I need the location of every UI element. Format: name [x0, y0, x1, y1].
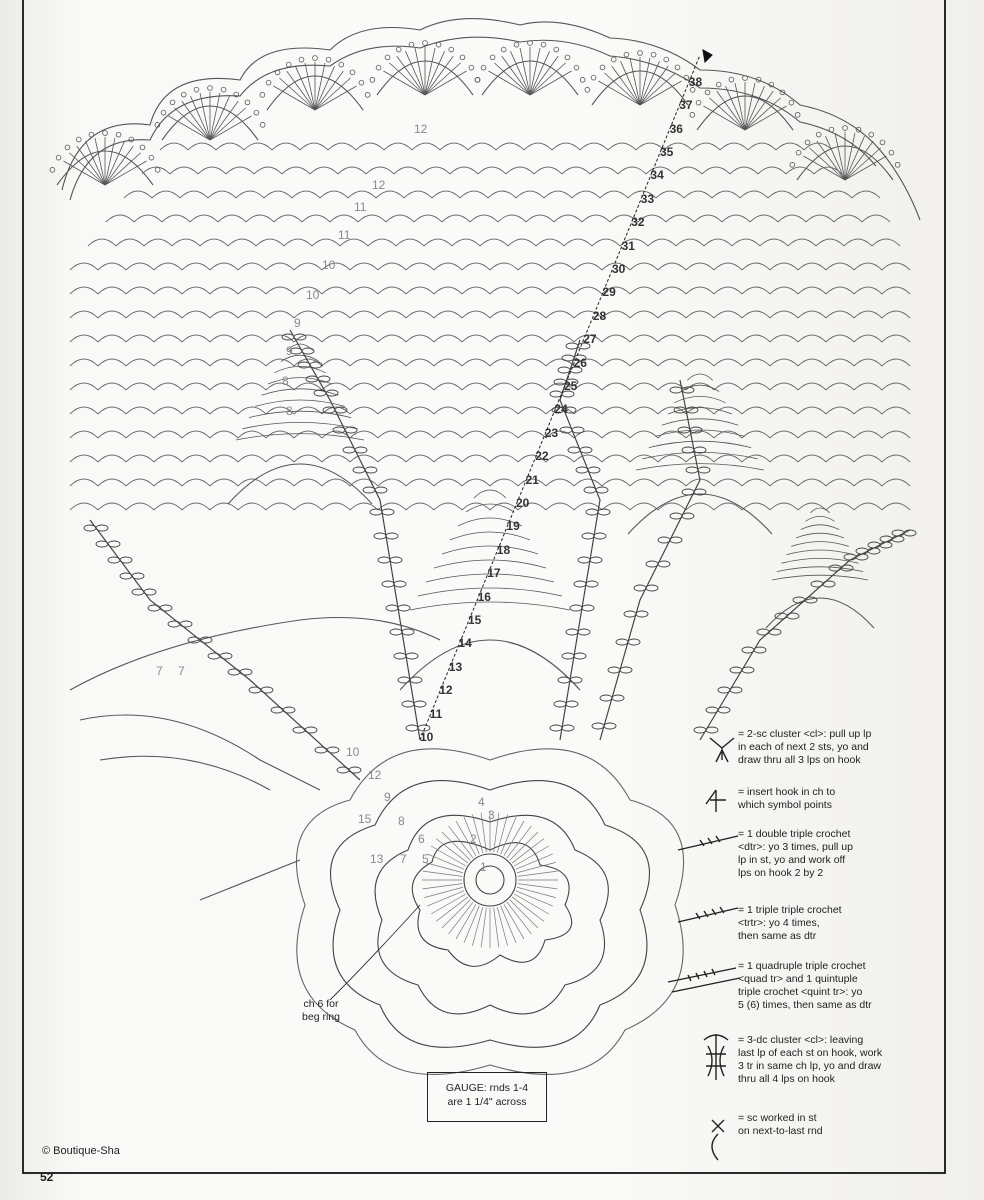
- chain-note: ch 6 for beg ring: [302, 998, 340, 1023]
- insert-hook-arrow-icon: [672, 786, 738, 830]
- round-label-38: 38: [688, 74, 703, 89]
- center-round-label-7: 7: [400, 852, 407, 866]
- round-label-18: 18: [496, 542, 511, 557]
- round-label-12: 12: [439, 683, 453, 698]
- left-round-label-9: 9: [294, 316, 301, 330]
- center-round-label-10: 10: [346, 745, 360, 759]
- round-label-29: 29: [602, 285, 616, 300]
- round-label-15: 15: [468, 613, 482, 627]
- legend-text: = sc worked in st on next-to-last rnd: [738, 1112, 823, 1137]
- legend-item-trtr: [672, 904, 942, 964]
- center-round-label-1: 1: [480, 860, 487, 874]
- legend-item-3dc-cluster: [672, 1034, 942, 1094]
- sc2tog-cluster-icon: [672, 728, 738, 772]
- round-label-35: 35: [660, 145, 674, 159]
- center-round-label-9: 9: [384, 790, 391, 804]
- center-round-label-3: 3: [488, 808, 495, 822]
- start-arrow-icon: [703, 50, 712, 62]
- round-label-37: 37: [679, 98, 693, 113]
- left-round-label-7: 7: [178, 664, 185, 678]
- sc-next-to-last-icon: [672, 1112, 738, 1156]
- round-label-19: 19: [506, 519, 520, 534]
- round-label-28: 28: [592, 308, 607, 323]
- gauge-line-2: are 1 1/4" across: [447, 1096, 527, 1108]
- round-label-33: 33: [640, 191, 655, 206]
- left-round-label-12: 12: [372, 178, 386, 192]
- left-round-label-11: 11: [338, 228, 351, 242]
- left-round-label-7: 7: [156, 664, 163, 678]
- left-round-label-8: 8: [282, 374, 289, 388]
- legend-item-sc-next-to-last: [672, 1112, 942, 1172]
- round-label-20: 20: [516, 496, 530, 510]
- round-label-31: 31: [621, 238, 635, 253]
- left-round-label-8: 8: [286, 404, 293, 418]
- legend-text: = 3-dc cluster <cl>: leaving last lp of each st on hook, work 3 tr in same ch lp, yo and draw thru all 4 lps on hook: [738, 1034, 883, 1085]
- copyright-notice: © Boutique-Sha: [42, 1145, 120, 1157]
- round-label-36: 36: [669, 121, 683, 136]
- legend-item-dtr: [672, 828, 942, 888]
- legend-text: = 1 double triple crochet <dtr>: yo 3 times, pull up lp in st, yo and work off lps on hook 2 by 2: [738, 828, 853, 879]
- mesh-net: [70, 143, 910, 510]
- round-label-34: 34: [650, 168, 664, 183]
- round-label-24: 24: [554, 402, 568, 417]
- triple-triple-crochet-icon: [672, 904, 738, 948]
- left-round-label-9: 9: [286, 344, 293, 358]
- center-round-label-4: 4: [478, 795, 485, 809]
- page-number: 52: [40, 1170, 54, 1184]
- center-flower: [296, 749, 683, 1075]
- left-fan-motif: [70, 618, 440, 901]
- outer-fans: [50, 41, 900, 185]
- left-round-label-11: 11: [354, 200, 367, 214]
- dc3-cluster-icon: [672, 1034, 738, 1078]
- double-triple-crochet-icon: [672, 828, 738, 872]
- round-label-25: 25: [564, 379, 578, 393]
- legend-text: = 1 quadruple triple crochet <quad tr> and 1 quintuple triple crochet <quint tr>: yo 5 (6) times, then same as dtr: [738, 960, 872, 1011]
- legend-item-quad-quint: [672, 960, 942, 1020]
- left-round-label-10: 10: [306, 288, 320, 302]
- round-label-23: 23: [544, 425, 559, 440]
- round-label-17: 17: [487, 566, 501, 581]
- left-round-label-12: 12: [414, 122, 428, 136]
- legend-item-2sc-cluster: [672, 728, 942, 788]
- legend-text: = 2-sc cluster <cl>: pull up lp in each of next 2 sts, yo and draw thru all 3 lps on hook: [738, 728, 872, 766]
- chain-pointer-line: [330, 905, 420, 1000]
- center-round-label-13: 13: [370, 852, 384, 866]
- round-label-21: 21: [525, 472, 539, 487]
- gauge-line-1: GAUGE: rnds 1-4: [445, 1082, 529, 1094]
- round-label-32: 32: [631, 215, 645, 230]
- left-round-label-10: 10: [322, 258, 336, 272]
- center-round-label-2: 2: [470, 832, 477, 846]
- round-label-16: 16: [477, 589, 491, 604]
- round-label-11: 11: [429, 706, 443, 721]
- center-round-label-6: 6: [418, 832, 425, 846]
- legend-text: = 1 triple triple crochet <trtr>: yo 4 times, then same as dtr: [738, 904, 842, 942]
- outer-scallop-edge: [62, 19, 920, 220]
- round-label-10: 10: [420, 730, 434, 744]
- round-label-26: 26: [573, 355, 587, 370]
- round-label-30: 30: [612, 262, 626, 276]
- center-round-label-12: 12: [368, 768, 382, 782]
- round-label-14: 14: [458, 636, 472, 651]
- legend-text: = insert hook in ch to which symbol points: [738, 786, 836, 811]
- round-label-22: 22: [535, 449, 549, 464]
- center-round-label-5: 5: [422, 852, 429, 866]
- gauge-box: [427, 1072, 547, 1122]
- center-round-label-15: 15: [358, 812, 372, 826]
- center-round-label-8: 8: [398, 814, 405, 828]
- round-label-13: 13: [448, 659, 463, 674]
- round-label-27: 27: [583, 332, 597, 347]
- quadruple-quintuple-crochet-icon: [672, 960, 738, 1004]
